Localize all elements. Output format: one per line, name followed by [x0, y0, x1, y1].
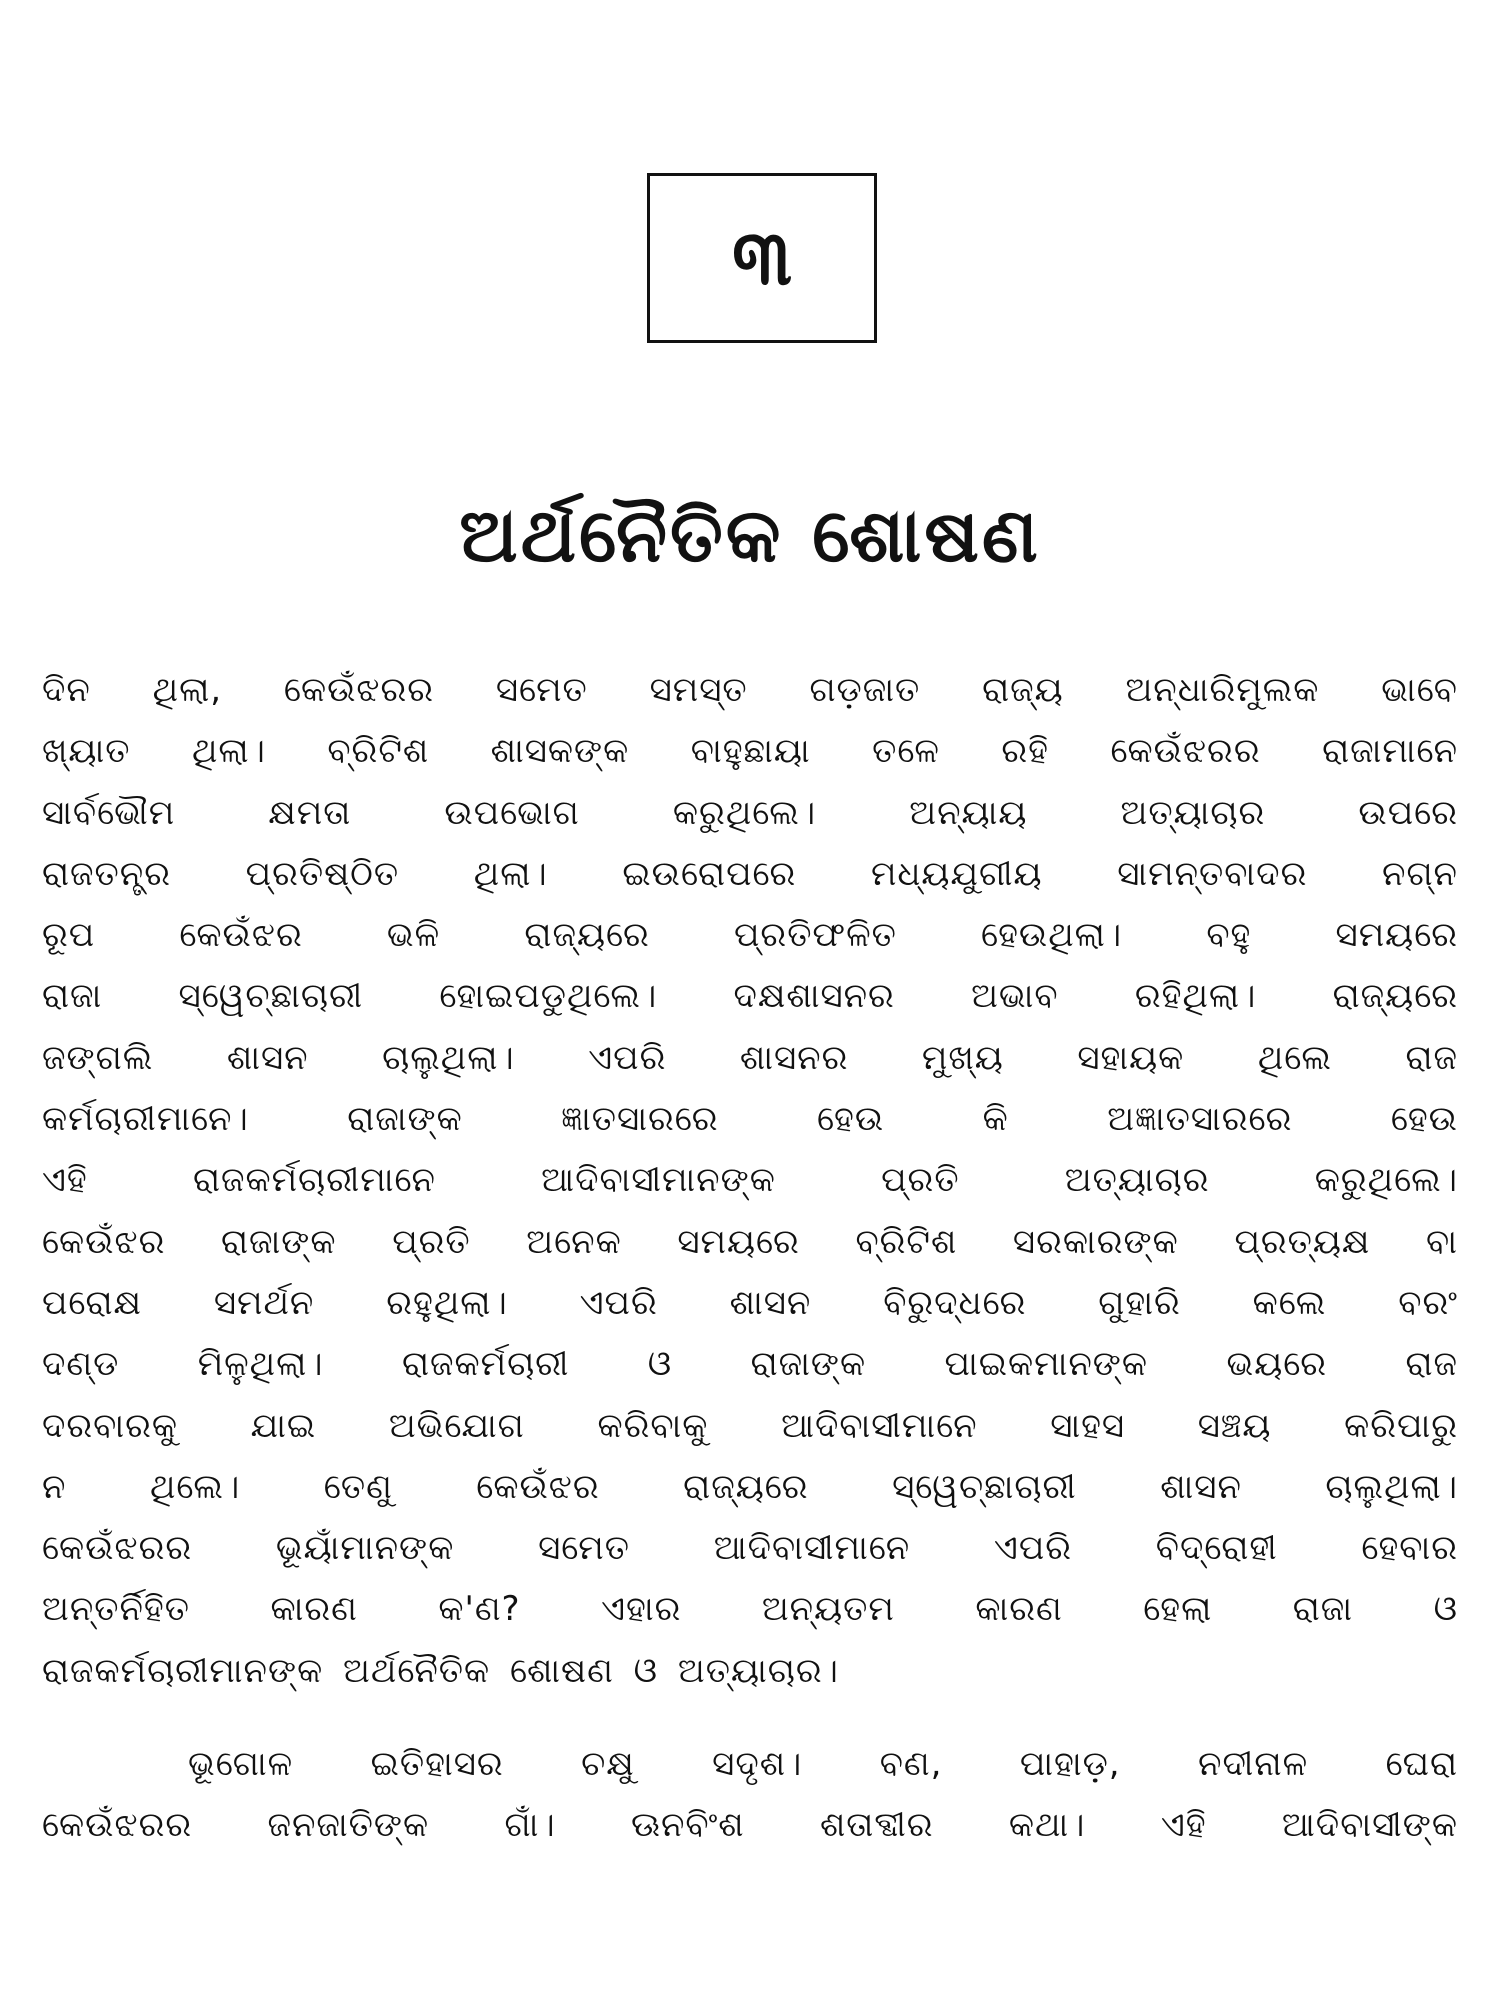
- text-line: ପରୋକ୍ଷ ସମର୍ଥନ ରହୁଥିଲା। ଏପରି ଶାସନ ବିରୁଦ୍ଧରେ ଗୁହାରି କଲେ ବରଂ: [42, 1282, 1458, 1323]
- text-line: କେଉଁଝରର ଜନଜାତିଙ୍କ ଗାଁ। ଊନବିଂଶ ଶତାବ୍ଦୀର କଥା। ଏହି ଆଦିବାସୀଙ୍କ: [42, 1805, 1458, 1846]
- text-line: ଜଙ୍ଗଲି ଶାସନ ଚାଲୁଥିଲା। ଏପରି ଶାସନର ମୁଖ୍ୟ ସହାୟକ ଥିଲେ ରାଜ: [42, 1037, 1458, 1078]
- text-line: ଦିନ ଥିଲା, କେଉଁଝରର ସମେତ ସମସ୍ତ ଗଡ଼ଜାତ ରାଜ୍ୟ ଅନ୍ଧାରିମୁଲକ ଭାବେ: [42, 670, 1458, 710]
- text-line: ଖ୍ୟାତ ଥିଲା। ବ୍ରିଟିଶ ଶାସକଙ୍କ ବାହୁଛାୟା ତଳେ ରହି କେଉଁଝରର ରାଜାମାନେ: [42, 731, 1458, 772]
- text-line: ରୂପ କେଉଁଝର ଭଳି ରାଜ୍ୟରେ ପ୍ରତିଫଳିତ ହେଉଥିଲା। ବହୁ ସମୟରେ: [42, 915, 1458, 956]
- text-line: ଏହି ରାଜକର୍ମଚାରୀମାନେ ଆଦିବାସୀମାନଙ୍କ ପ୍ରତି ଅତ୍ୟାଚାର କରୁଥିଲେ।: [42, 1160, 1458, 1201]
- chapter-body: [42, 660, 1458, 1857]
- paragraph-2: [42, 1734, 1458, 1857]
- chapter-title: ଅର୍ଥନୈତିକ ଶୋଷଣ: [459, 493, 1041, 579]
- text-line: ସାର୍ବଭୌମ କ୍ଷମତା ଉପଭୋଗ କରୁଥିଲେ। ଅନ୍ୟାୟ ଅତ୍ୟାଚାର ଉପରେ: [42, 792, 1458, 833]
- chapter-number: ୩: [732, 213, 792, 302]
- text-line: ଦରବାରକୁ ଯାଇ ଅଭିଯୋଗ କରିବାକୁ ଆଦିବାସୀମାନେ ସାହସ ସଞ୍ଚୟ କରିପାରୁ: [42, 1405, 1458, 1446]
- text-line: କର୍ମଚାରୀମାନେ। ରାଜାଙ୍କ ଜ୍ଞାତସାରରେ ହେଉ କି ଅଜ୍ଞାତସାରରେ ହେଉ: [42, 1099, 1458, 1140]
- paragraph-1: [42, 660, 1458, 1702]
- text-line: କେଉଁଝରର ଭୂୟାଁମାନଙ୍କ ସମେତ ଆଦିବାସୀମାନେ ଏପରି ବିଦ୍ରୋହୀ ହେବାର: [42, 1528, 1458, 1569]
- text-line: ଦଣ୍ଡ ମିଳୁଥିଲା। ରାଜକର୍ମଚାରୀ ଓ ରାଜାଙ୍କ ପାଇକମାନଙ୍କ ଭୟରେ ରାଜ: [42, 1344, 1458, 1385]
- chapter-number-box: [647, 173, 877, 343]
- text-line: ରାଜା ସ୍ୱେଚ୍ଛାଚାରୀ ହୋଇପଡୁଥିଲେ। ଦକ୍ଷଶାସନର ଅଭାବ ରହିଥିଲା। ରାଜ୍ୟରେ: [42, 976, 1458, 1017]
- text-line: ନ ଥିଲେ। ତେଣୁ କେଉଁଝର ରାଜ୍ୟରେ ସ୍ୱେଚ୍ଛାଚାରୀ ଶାସନ ଚାଲୁଥିଲା।: [42, 1466, 1458, 1507]
- text-line: ଅନ୍ତର୍ନିହିତ କାରଣ କ'ଣ? ଏହାର ଅନ୍ୟତମ କାରଣ ହେଲା ରାଜା ଓ: [42, 1589, 1458, 1630]
- text-line: ଭୂଗୋଳ ଇତିହାସର ଚକ୍ଷୁ ସଦୃଶ। ବଣ, ପାହାଡ଼, ନଦୀନାଳ ଘେରା: [188, 1744, 1458, 1785]
- text-line: ରାଜତନ୍ତ୍ର ପ୍ରତିଷ୍ଠିତ ଥିଲା। ଇଉରୋପରେ ମଧ୍ୟଯୁଗୀୟ ସାମନ୍ତବାଦର ନଗ୍ନ: [42, 853, 1458, 894]
- text-line-last: ରାଜକର୍ମଚାରୀମାନଙ୍କ ଅର୍ଥନୈତିକ ଶୋଷଣ ଓ ଅତ୍ୟାଚାର।: [42, 1650, 839, 1691]
- text-line: କେଉଁଝର ରାଜାଙ୍କ ପ୍ରତି ଅନେକ ସମୟରେ ବ୍ରିଟିଶ ସରକାରଙ୍କ ପ୍ରତ୍ୟକ୍ଷ ବା: [42, 1221, 1458, 1262]
